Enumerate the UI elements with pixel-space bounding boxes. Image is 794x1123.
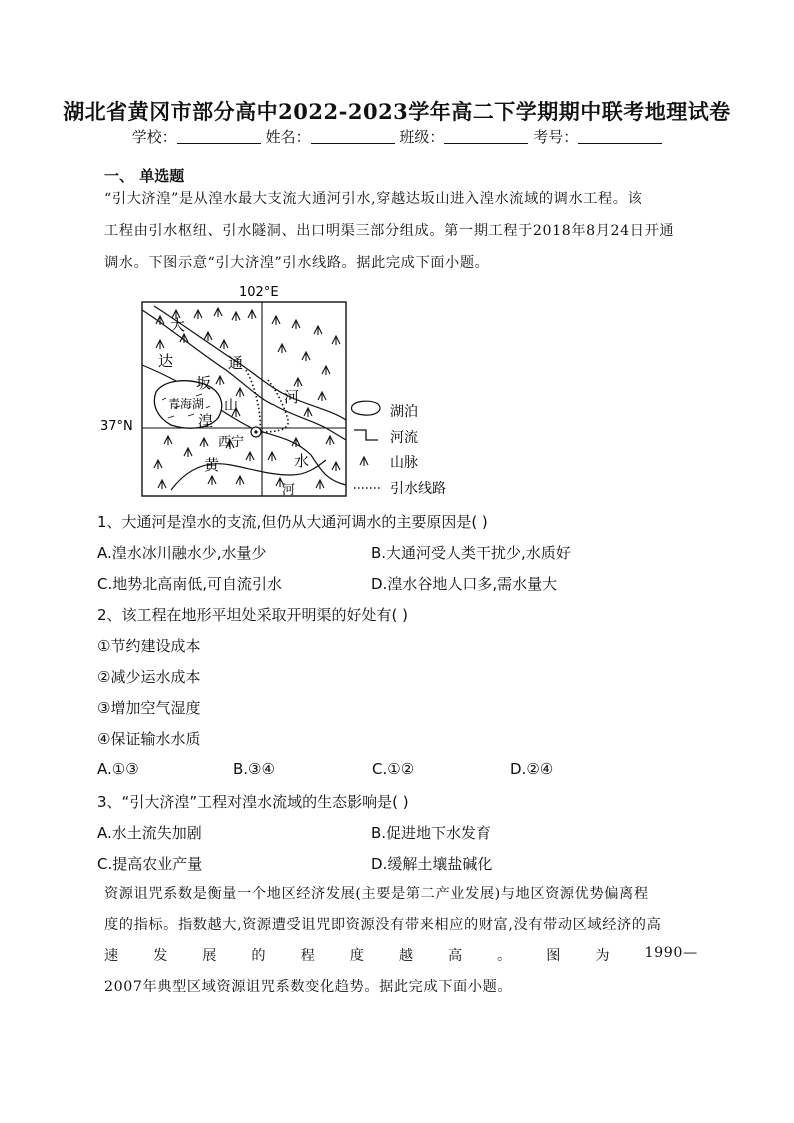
passage2-word: 为 (595, 948, 611, 964)
label-xining: 西宁 (218, 435, 245, 450)
passage2-word: 度 (349, 948, 365, 964)
passage2-word: 程 (300, 948, 316, 964)
label-tong: 通 (228, 354, 244, 372)
exam-no-label: 考号： (533, 128, 579, 146)
q1-option-b: B.大通河受人类干扰少,水质好 (371, 544, 571, 562)
label-ta: 达 (158, 352, 174, 370)
passage2-line: 2007年典型区域资源诅咒系数变化趋势。据此完成下面小题。 (104, 979, 513, 995)
passage1-line: “引大济湟”是从湟水最大支流大通河引水,穿越达坂山进入湟水流域的调水工程。该 (104, 191, 643, 207)
exam-no-blank (578, 129, 662, 144)
school-label: 学校： (131, 128, 177, 146)
label-huang: 湟 (198, 412, 214, 430)
passage2-line: 度的指标。指数越大,资源遭受诅咒即资源没有带来相应的财富,没有带动区域经济的高 (104, 917, 662, 933)
passage2-word: 1990— (644, 945, 698, 961)
section-heading: 一、 单选题 (104, 167, 185, 185)
passage2-word: 越 (398, 948, 414, 964)
label-qinghai-lake: 青海湖 (168, 397, 205, 411)
passage2-word: 速 (104, 948, 119, 964)
legend-river: 河流 (390, 430, 418, 446)
longitude-label: 102°E (239, 285, 279, 300)
q2-option-d: D.②④ (510, 760, 554, 778)
page-title: 湖北省黄冈市部分高中2022-2023学年高二下学期期中联考地理试卷 (63, 99, 731, 124)
map-legend (352, 401, 447, 497)
label-shan: 山 (224, 398, 238, 414)
lake-legend-icon (352, 401, 381, 415)
label-da: 大 (170, 316, 186, 334)
q1-stem: 1、大通河是湟水的支流,但仍从大通河调水的主要原因是( ) (97, 513, 488, 531)
label-ban: 坂 (196, 374, 212, 392)
legend-route: 引水线路 (390, 481, 446, 497)
school-blank (177, 129, 261, 144)
q2-stem: 2、该工程在地形平坦处采取开明渠的好处有( ) (97, 606, 409, 624)
q1-option-d: D.湟水谷地人口多,需水量大 (371, 575, 558, 593)
label-huang-river: 黄 (204, 456, 220, 474)
q2-option-c: C.①② (372, 760, 415, 778)
q2-item: ④保证输水水质 (97, 730, 201, 748)
class-blank (444, 129, 528, 144)
xining-dot (254, 430, 257, 433)
q3-option-a: A.水土流失加剧 (97, 824, 202, 842)
passage2-line: 资源诅咒系数是衡量一个地区经济发展(主要是第二产业发展)与地区资源优势偏离程 (104, 886, 649, 902)
q2-item: ②减少运水成本 (97, 668, 201, 686)
q1-option-a: A.湟水冰川融水少,水量少 (97, 544, 267, 562)
name-blank (311, 129, 395, 144)
label-he-yellow: 河 (282, 483, 296, 498)
q1-option-c: C.地势北高南低,可自流引水 (97, 575, 283, 593)
passage2-word: 图 (546, 948, 562, 964)
passage2-justified-line (104, 945, 698, 965)
passage1-line: 调水。下图示意“引大济湟”引水线路。据此完成下面小题。 (104, 255, 490, 271)
passage2-word: 展 (202, 948, 218, 964)
passage1-line: 工程由引水枢纽、引水隧洞、出口明渠三部分组成。第一期工程于2018年8月24日开通 (104, 223, 675, 239)
q3-option-c: C.提高农业产量 (97, 855, 203, 873)
legend-lake: 湖泊 (390, 404, 418, 420)
passage2-word: 高 (447, 948, 463, 964)
q3-option-b: B.促进地下水发育 (371, 824, 492, 842)
label-shui: 水 (294, 452, 310, 470)
latitude-label: 37°N (100, 419, 133, 434)
q2-item: ③增加空气湿度 (97, 699, 201, 717)
name-label: 姓名： (265, 128, 311, 146)
q2-item: ①节约建设成本 (97, 637, 201, 655)
label-he-datong: 河 (284, 388, 300, 406)
legend-mountain: 山脉 (390, 455, 418, 471)
q2-option-b: B.③④ (233, 760, 275, 778)
mountain-legend-icon (360, 457, 368, 466)
student-info-row (0, 126, 794, 147)
water-diversion-map (96, 280, 476, 502)
q2-option-a: A.①③ (97, 760, 139, 778)
river-legend-icon (354, 430, 378, 440)
passage2-word: 的 (251, 948, 267, 964)
passage2-word: 。 (497, 948, 512, 964)
q3-stem: 3、“引大济湟”工程对湟水流域的生态影响是( ) (97, 793, 409, 811)
q3-option-d: D.缓解土壤盐碱化 (371, 855, 493, 873)
class-label: 班级： (399, 128, 445, 146)
passage2-word: 发 (153, 948, 168, 964)
